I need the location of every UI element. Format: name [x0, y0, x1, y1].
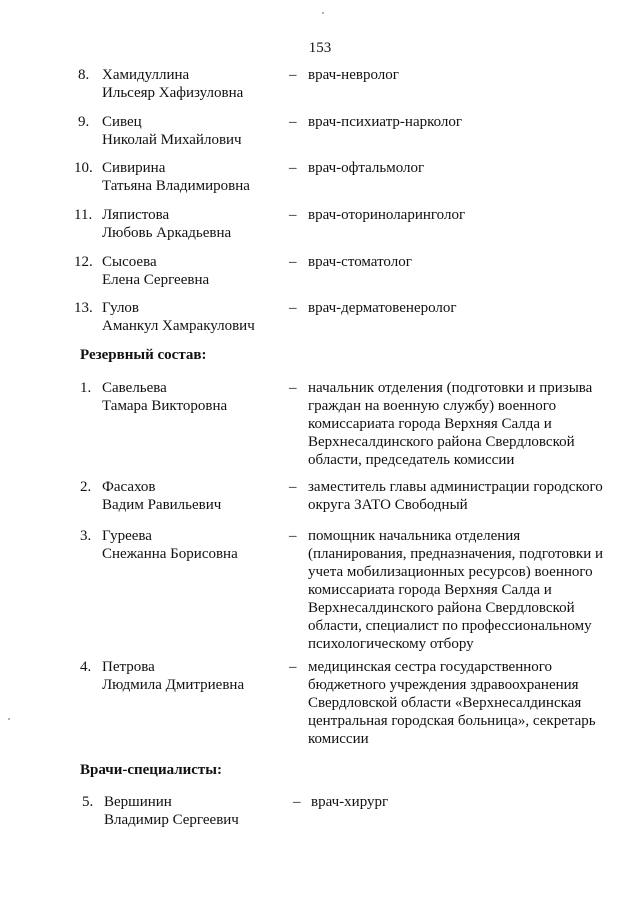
role-line: Верхнесалдинского района Свердловской — [308, 600, 575, 616]
item-number: 9. — [78, 114, 90, 130]
dash: – — [289, 207, 297, 223]
given-names: Людмила Дмитриевна — [102, 677, 245, 693]
role — [308, 658, 613, 748]
page-number: 153 — [308, 40, 332, 56]
role-line: области, специалист по профессиональному — [308, 618, 592, 634]
dash: – — [289, 114, 297, 130]
surname: Ляпистова — [102, 207, 170, 223]
role-line: (планирования, предназначения, подготовки и — [308, 546, 604, 562]
role: врач-психиатр-нарколог — [308, 114, 463, 130]
dash: – — [289, 479, 297, 495]
given-names: Снежанна Борисовна — [102, 546, 238, 562]
surname: Сивец — [102, 114, 142, 130]
role-line: граждан на военную службу) военного — [308, 398, 557, 414]
surname: Сысоева — [102, 254, 157, 270]
person-name — [102, 299, 272, 335]
item-number: 11. — [74, 207, 93, 223]
surname: Савельева — [102, 380, 167, 396]
role: врач-офтальмолог — [308, 160, 425, 176]
surname: Гулов — [102, 300, 140, 316]
role: врач-невролог — [308, 67, 399, 83]
item-number: 2. — [80, 479, 92, 495]
item-number: 13. — [74, 300, 93, 316]
scan-speck — [8, 718, 10, 720]
given-names: Тамара Викторовна — [102, 398, 228, 414]
surname: Фасахов — [102, 479, 156, 495]
role-line: начальник отделения (подготовки и призыва — [308, 380, 593, 396]
doctors-heading: Врачи-специалисты: — [80, 762, 223, 778]
person-name — [102, 113, 272, 149]
given-names: Аманкул Хамракулович — [102, 318, 255, 334]
person-name — [102, 658, 272, 694]
role-line: области, председатель комиссии — [308, 452, 515, 468]
dash: – — [289, 160, 297, 176]
surname: Вершинин — [104, 794, 172, 810]
item-number: 10. — [74, 160, 93, 176]
person-name — [102, 478, 272, 514]
role: врач-стоматолог — [308, 254, 412, 270]
person-name — [102, 379, 272, 415]
role: врач-дерматовенеролог — [308, 300, 457, 316]
role-line: округа ЗАТО Свободный — [308, 497, 468, 513]
role — [308, 379, 613, 469]
role-line: Верхнесалдинского района Свердловской — [308, 434, 575, 450]
dash: – — [289, 659, 297, 675]
item-number: 3. — [80, 528, 92, 544]
given-names: Николай Михайлович — [102, 132, 242, 148]
given-names: Владимир Сергеевич — [104, 812, 239, 828]
given-names: Ильсеяр Хафизуловна — [102, 85, 244, 101]
reserve-heading: Резервный состав: — [80, 347, 207, 363]
surname: Петрова — [102, 659, 155, 675]
role-line: центральная городская больница», секретарь — [308, 713, 596, 729]
person-name — [102, 253, 272, 289]
surname: Сивирина — [102, 160, 166, 176]
role-line: комиссариата города Верхняя Салда и — [308, 416, 552, 432]
role-line: бюджетного учреждения здравоохранения — [308, 677, 579, 693]
scan-speck — [322, 12, 324, 14]
dash: – — [293, 794, 301, 810]
role-line: комиссии — [308, 731, 369, 747]
role — [308, 478, 613, 514]
dash: – — [289, 380, 297, 396]
person-name — [102, 159, 272, 195]
role-line: комиссариата города Верхняя Салда и — [308, 582, 552, 598]
person-name — [102, 206, 272, 242]
item-number: 12. — [74, 254, 93, 270]
given-names: Вадим Равильевич — [102, 497, 222, 513]
role — [308, 527, 613, 653]
role-line: помощник начальника отделения — [308, 528, 521, 544]
dash: – — [289, 528, 297, 544]
role: врач-оториноларинголог — [308, 207, 466, 223]
dash: – — [289, 300, 297, 316]
item-number: 5. — [82, 794, 94, 810]
role-line: заместитель главы администрации городского — [308, 479, 603, 495]
given-names: Елена Сергеевна — [102, 272, 210, 288]
role-line: психологическому отбору — [308, 636, 474, 652]
surname: Гуреева — [102, 528, 152, 544]
person-name — [102, 66, 272, 102]
given-names: Татьяна Владимировна — [102, 178, 250, 194]
role: врач-хирург — [311, 794, 389, 810]
item-number: 1. — [80, 380, 92, 396]
dash: – — [289, 254, 297, 270]
dash: – — [289, 67, 297, 83]
given-names: Любовь Аркадьевна — [102, 225, 232, 241]
role-line: учета мобилизационных ресурсов) военного — [308, 564, 593, 580]
role-line: медицинская сестра государственного — [308, 659, 553, 675]
item-number: 8. — [78, 67, 90, 83]
person-name — [102, 527, 272, 563]
person-name — [104, 793, 274, 829]
item-number: 4. — [80, 659, 92, 675]
role-line: Свердловской области «Верхнесалдинская — [308, 695, 582, 711]
surname: Хамидуллина — [102, 67, 190, 83]
